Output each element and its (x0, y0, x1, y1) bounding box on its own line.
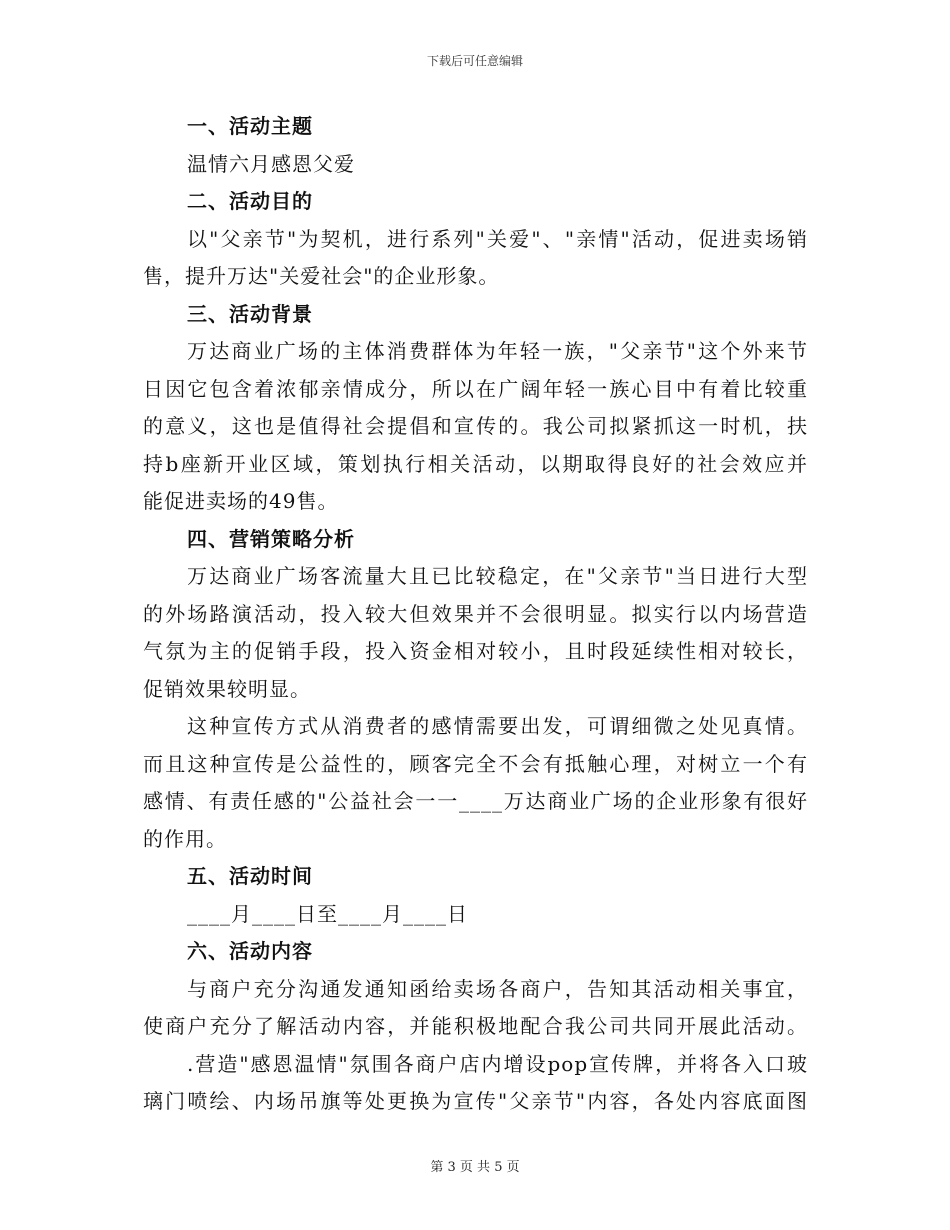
paragraph-line: 万达商业广场的主体消费群体为年轻一族，"父亲节"这个外来节 (187, 339, 808, 363)
page-number-footer: 第 3 页 共 5 页 (430, 1160, 520, 1175)
paragraph-line: 的外场路演活动，投入较大但效果并不会很明显。拟实行以内场营造 (143, 601, 808, 626)
paragraph-line: 持b座新开业区域，策划执行相关活动，以期取得良好的社会效应并 (143, 451, 808, 476)
section-heading-purpose: 二、活动目的 (187, 189, 313, 213)
paragraph-line: 温情六月感恩父爱 (187, 151, 355, 176)
section-heading-content: 六、活动内容 (187, 939, 313, 963)
paragraph-line: 这种宣传方式从消费者的感情需要出发，可谓细微之处见真情。 (187, 714, 808, 738)
paragraph-line: 以"父亲节"为契机，进行系列"关爱"、"亲情"活动，促进卖场销 (187, 226, 808, 251)
paragraph-line: 气氛为主的促销手段，投入资金相对较小，且时段延续性相对较长， (143, 639, 808, 663)
paragraph-line: 感情、有责任感的"公益社会一一____万达商业广场的企业形象有很好 (143, 789, 808, 813)
paragraph-line: 璃门喷绘、内场吊旗等处更换为宣传"父亲节"内容，各处内容底面图 (143, 1089, 808, 1113)
paragraph-line: 的意义，这也是值得社会提倡和宣传的。我公司拟紧抓这一时机，扶 (143, 414, 808, 438)
paragraph-line: 促销效果较明显。 (143, 676, 311, 701)
paragraph-line: 而且这种宣传是公益性的，顾客完全不会有抵触心理，对树立一个有 (143, 751, 808, 776)
section-heading-strategy: 四、营销策略分析 (187, 526, 355, 551)
page-header: 下载后可任意编辑 (426, 54, 523, 68)
section-heading-theme: 一、活动主题 (187, 114, 313, 138)
paragraph-line: 能促进卖场的49售。 (143, 489, 339, 513)
section-heading-background: 三、活动背景 (187, 301, 313, 326)
date-fill-line: ____月____日至____月____日 (187, 901, 468, 926)
paragraph-line: 万达商业广场客流量大且已比较稳定，在"父亲节"当日进行大型 (187, 564, 808, 588)
paragraph-line: 与商户充分沟通发通知函给卖场各商户，告知其活动相关事宜， (187, 976, 808, 1001)
paragraph-line: 日因它包含着浓郁亲情成分，所以在广阔年轻一族心目中有着比较重 (143, 376, 808, 401)
section-heading-time: 五、活动时间 (187, 864, 313, 888)
paragraph-line: 使商户充分了解活动内容，并能积极地配合我公司共同开展此活动。 (143, 1014, 808, 1038)
paragraph-line: 的作用。 (143, 826, 227, 851)
paragraph-line: 售，提升万达"关爱社会"的企业形象。 (143, 264, 500, 288)
document-body (143, 108, 808, 1121)
paragraph-line: .营造"感恩温情"氛围各商户店内增设pop宣传牌，并将各入口玻 (187, 1051, 808, 1076)
